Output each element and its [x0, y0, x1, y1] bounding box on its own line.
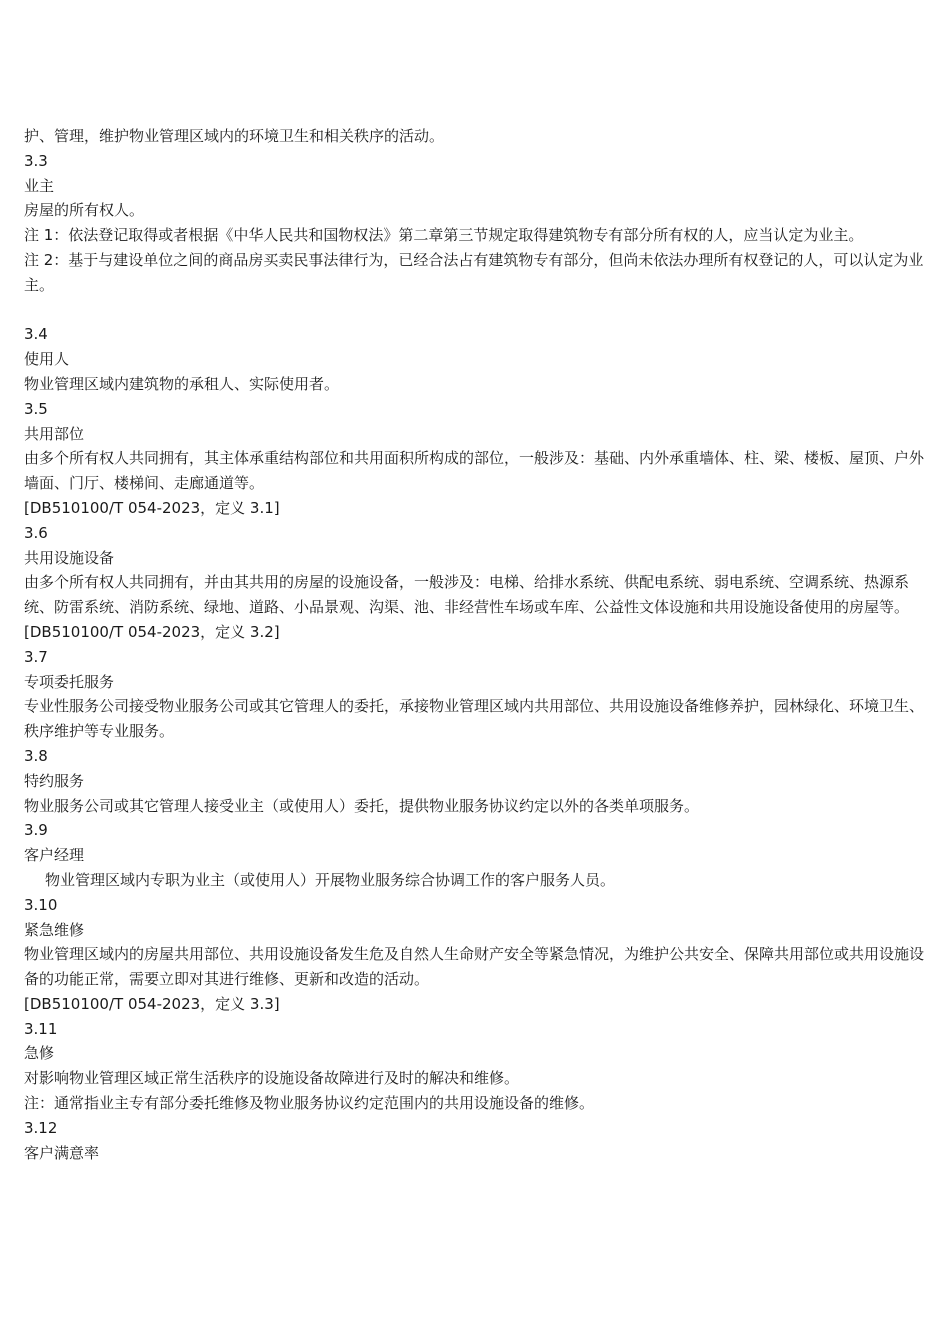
- document-body: [24, 124, 930, 1165]
- term-definition-urgent-repair: 对影响物业管理区域正常生活秩序的设施设备故障进行及时的解决和维修。: [24, 1069, 520, 1088]
- term-title-user: 使用人: [24, 350, 70, 369]
- term-number-3-10: 3.10: [24, 895, 58, 914]
- term-title-owner: 业主: [24, 176, 55, 195]
- blank-line: [24, 298, 930, 323]
- term-definition-common-facilities: 由多个所有权人共同拥有，并由其共用的房屋的设施设备，一般涉及：电梯、给排水系统、供配电系统、弱电系统、空调系统、热源系统、防雷系统、消防系统、绿地、道路、小品景观、沟渠、池、非经营性车场或车库、公益性文体设施和共用设施设备使用的房屋等。: [24, 573, 910, 617]
- term-title-customer-satisfaction: 客户满意率: [24, 1143, 100, 1162]
- term-number-3-7: 3.7: [24, 647, 48, 666]
- term-title-urgent-repair: 急修: [24, 1044, 55, 1063]
- term-definition-common-parts: 由多个所有权人共同拥有，其主体承重结构部位和共用面积所构成的部位，一般涉及：基础、内外承重墙体、柱、梁、楼板、屋顶、户外墙面、门厅、楼梯间、走廊通道等。: [24, 449, 925, 493]
- term-definition-account-manager: 物业管理区域内专职为业主（或使用人）开展物业服务综合协调工作的客户服务人员。: [45, 870, 616, 889]
- term-title-common-facilities: 共用设施设备: [24, 548, 115, 567]
- note-1-owner: 注 1：依法登记取得或者根据《中华人民共和国物权法》第二章第三节规定取得建筑物专有部分所有权的人，应当认定为业主。: [24, 226, 864, 245]
- reference-3-2: [DB510100/T 054-2023，定义 3.2]: [24, 622, 280, 641]
- term-definition-owner: 房屋的所有权人。: [24, 201, 145, 220]
- term-definition-user: 物业管理区域内建筑物的承租人、实际使用者。: [24, 374, 340, 393]
- term-number-3-6: 3.6: [24, 523, 48, 542]
- term-definition-contracted-service: 物业服务公司或其它管理人接受业主（或使用人）委托，提供物业服务协议约定以外的各类单项服务。: [24, 796, 700, 815]
- note-2-owner: 注 2：基于与建设单位之间的商品房买卖民事法律行为，已经合法占有建筑物专有部分，但尚未依法办理所有权登记的人，可以认定为业主。: [24, 250, 924, 294]
- term-number-3-3: 3.3: [24, 151, 48, 170]
- term-number-3-8: 3.8: [24, 746, 48, 765]
- reference-3-3: [DB510100/T 054-2023，定义 3.3]: [24, 994, 280, 1013]
- term-number-3-11: 3.11: [24, 1019, 58, 1038]
- term-title-contracted-service: 特约服务: [24, 771, 85, 790]
- term-definition-emergency-repair: 物业管理区域内的房屋共用部位、共用设施设备发生危及自然人生命财产安全等紧急情况，为维护公共安全、保障共用部位或共用设施设备的功能正常，需要立即对其进行维修、更新和改造的活动。: [24, 945, 925, 989]
- term-title-common-parts: 共用部位: [24, 424, 85, 443]
- term-title-special-service: 专项委托服务: [24, 672, 115, 691]
- term-number-3-12: 3.12: [24, 1118, 58, 1137]
- paragraph-continuation: 护、管理，维护物业管理区域内的环境卫生和相关秩序的活动。: [24, 127, 445, 145]
- term-number-3-5: 3.5: [24, 399, 48, 418]
- term-definition-special-service: 专业性服务公司接受物业服务公司或其它管理人的委托，承接物业管理区域内共用部位、共用设施设备维修养护，园林绿化、环境卫生、秩序维护等专业服务。: [24, 697, 925, 741]
- term-number-3-9: 3.9: [24, 821, 48, 840]
- term-title-account-manager: 客户经理: [24, 846, 85, 865]
- reference-3-1: [DB510100/T 054-2023，定义 3.1]: [24, 498, 280, 517]
- term-title-emergency-repair: 紧急维修: [24, 920, 85, 939]
- note-urgent-repair: 注：通常指业主专有部分委托维修及物业服务协议约定范围内的共用设施设备的维修。: [24, 1094, 595, 1113]
- term-number-3-4: 3.4: [24, 325, 48, 344]
